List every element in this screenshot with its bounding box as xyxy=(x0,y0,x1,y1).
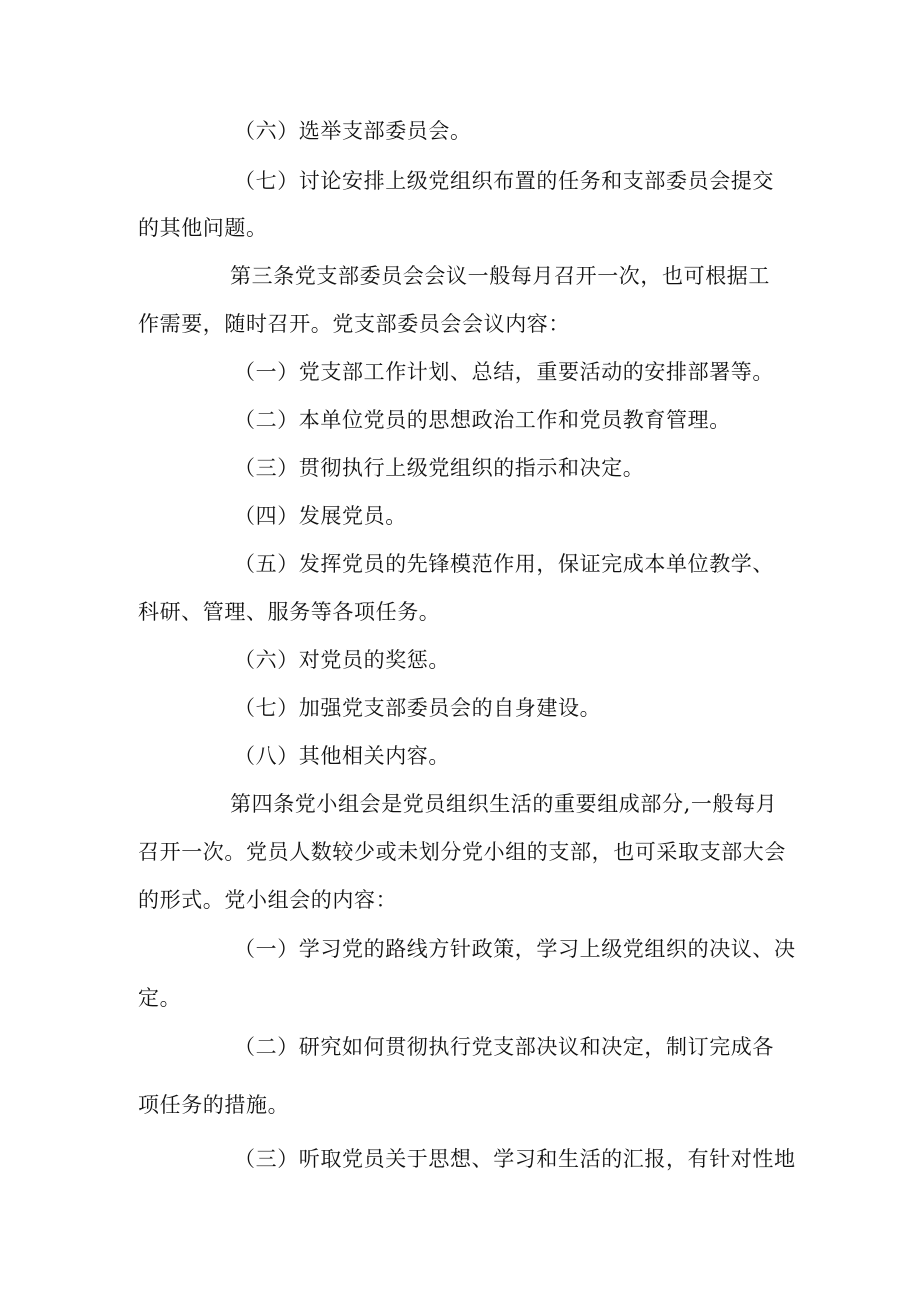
text-line: 召开一次。党员人数较少或未划分党小组的支部，也可采取支部大会 xyxy=(138,840,786,864)
text-line: 项任务的措施。 xyxy=(138,1093,290,1117)
text-line: 的形式。党小组会的内容： xyxy=(138,888,398,912)
text-line: （八）其他相关内容。 xyxy=(234,744,450,768)
text-line: （五）发挥党员的先锋模范作用，保证完成本单位教学、 xyxy=(234,552,774,576)
text-line: （一）党支部工作计划、总结，重要活动的安排部署等。 xyxy=(234,360,774,384)
text-line: （三）贯彻执行上级党组织的指示和决定。 xyxy=(234,456,645,480)
text-line: （二）本单位党员的思想政治工作和党员教育管理。 xyxy=(234,408,731,432)
text-line: （七）讨论安排上级党组织布置的任务和支部委员会提交 xyxy=(234,169,774,193)
article-heading-line: 第四条党小组会是党员组织生活的重要组成部分,一般每月 xyxy=(230,792,778,816)
text-line: （七）加强党支部委员会的自身建设。 xyxy=(234,696,602,720)
text-line: （四）发展党员。 xyxy=(234,504,407,528)
text-line: （二）研究如何贯彻执行党支部决议和决定，制订完成各 xyxy=(234,1035,774,1059)
text-line: （一）学习党的路线方针政策，学习上级党组织的决议、决 xyxy=(234,937,796,961)
text-line: 作需要，随时召开。党支部委员会会议内容： xyxy=(138,312,570,336)
text-line: （六）对党员的奖惩。 xyxy=(234,648,450,672)
article-heading-line: 第三条党支部委员会会议一般每月召开一次，也可根据工 xyxy=(230,264,770,288)
text-line: 的其他问题。 xyxy=(138,216,268,240)
text-line: （三）听取党员关于思想、学习和生活的汇报，有针对性地 xyxy=(234,1147,796,1171)
text-line: 科研、管理、服务等各项任务。 xyxy=(138,600,441,624)
text-line: （六）选举支部委员会。 xyxy=(234,119,472,143)
text-line: 定。 xyxy=(138,986,182,1010)
